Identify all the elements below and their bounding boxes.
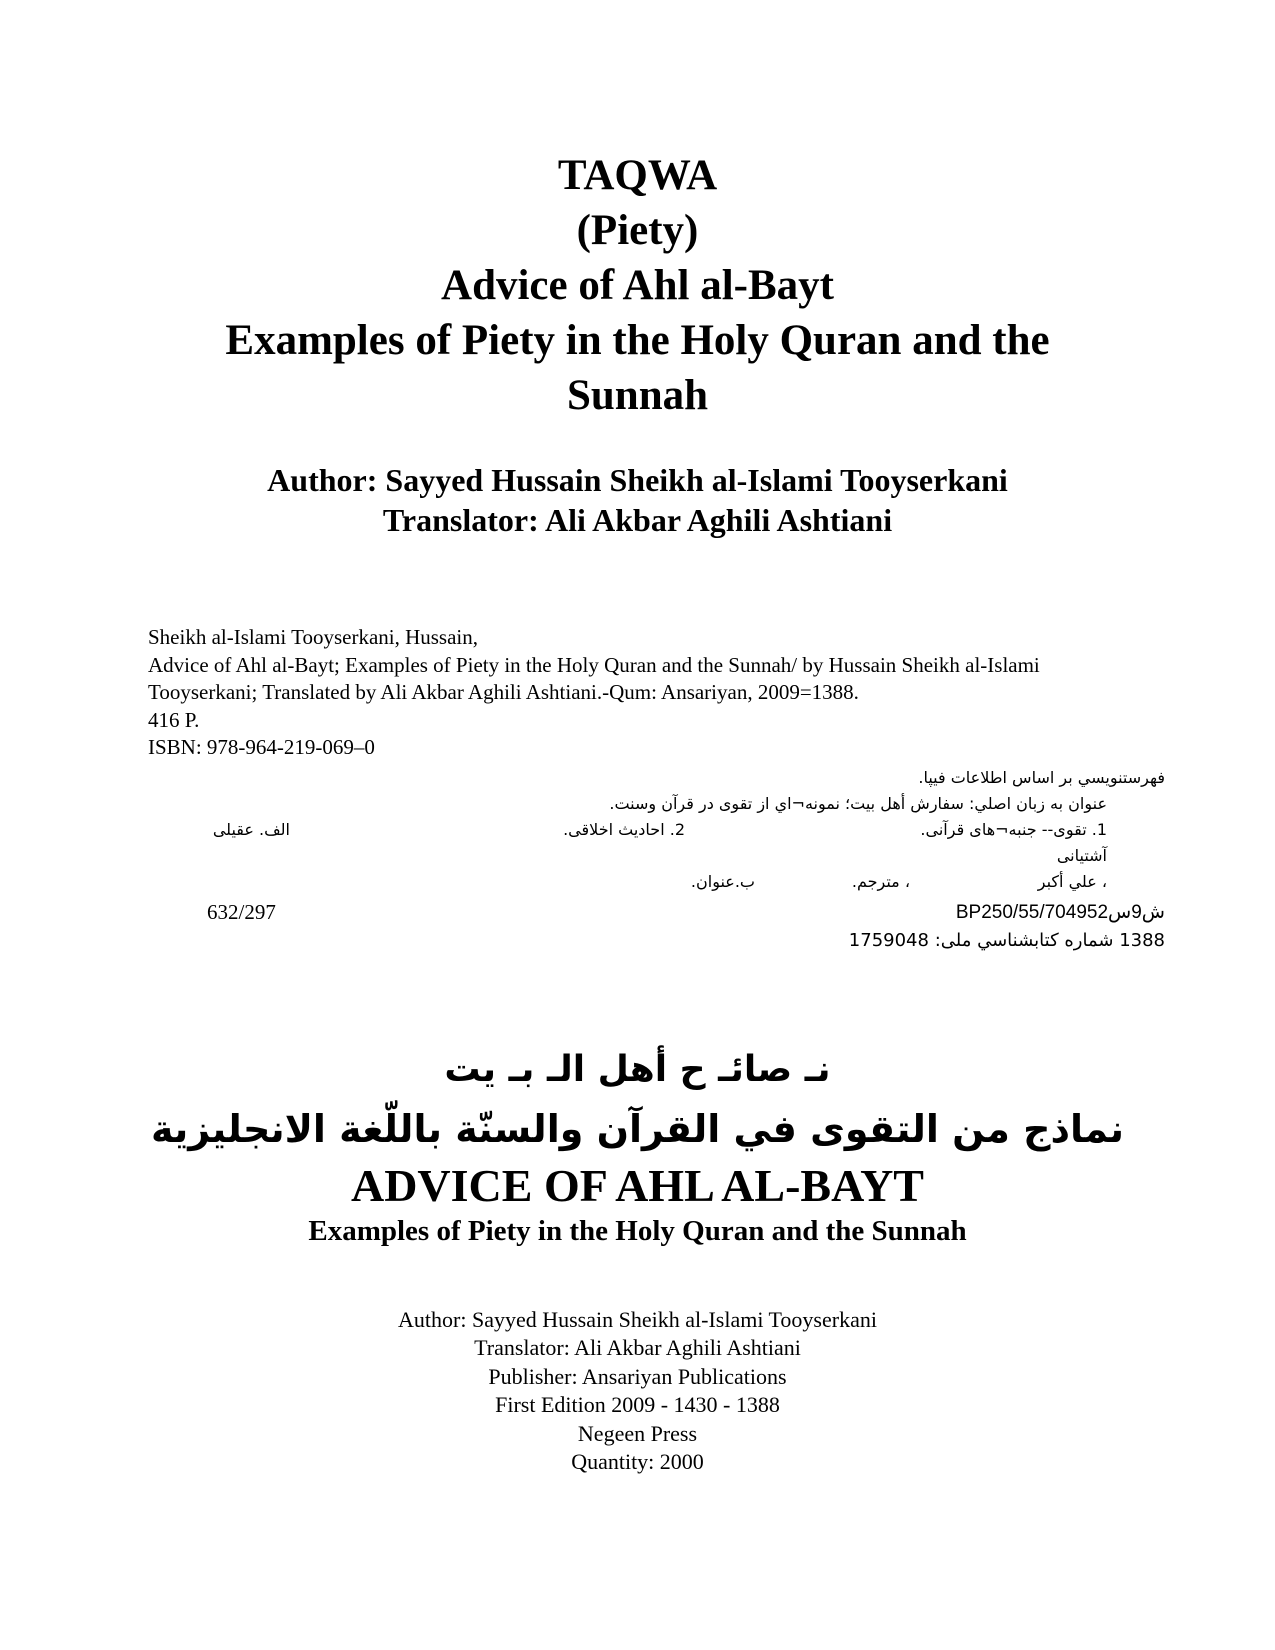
book-subtitle-line-2: Examples of Piety in the Holy Quran and the	[225, 317, 1050, 364]
colophon-press: Negeen Press	[577, 1420, 698, 1446]
colophon-quantity: Quantity: 2000	[571, 1449, 704, 1475]
cip-call-number: BP250/55/704952ش9س	[955, 902, 1165, 923]
cip-fa-line-1: فهرستنويسي بر اساس اطلاعات فيپا.	[918, 768, 1165, 787]
cip-fa-line-4: آشتيانى	[1056, 846, 1107, 865]
cip-fa-added-entry: الف. عقيلى	[212, 820, 290, 839]
arabic-title: نـ صائـ ح أهل الـ بـ يت	[444, 1049, 831, 1090]
title-block	[0, 148, 1275, 423]
cip-fa-translator-name: ، علي أكبر	[1037, 872, 1107, 891]
cip-fa-subject-1: 1. تقوى-- جنبه¬هاى قرآنى.	[920, 820, 1107, 839]
cip-title-cont: Tooyserkani; Translated by Ali Akbar Aghili Ashtiani.-Qum: Ansariyan, 2009=1388.	[148, 680, 859, 704]
arabic-subtitle: نماذج من التقوى في القرآن والسنّة باللّغة الانجليزية	[150, 1107, 1124, 1151]
cip-fa-translator-role: ، مترجم.	[851, 872, 910, 891]
author-credit: Author: Sayyed Hussain Sheikh al-Islami Tooyserkani	[267, 462, 1008, 498]
english-main-title: ADVICE OF AHL AL-BAYT	[350, 1160, 924, 1211]
cip-fa-title-entry: ب.عنوان.	[690, 872, 755, 891]
book-title-translation: (Piety)	[576, 207, 699, 254]
book-subtitle-line-3: Sunnah	[566, 372, 709, 419]
colophon-translator: Translator: Ali Akbar Aghili Ashtiani	[474, 1335, 801, 1361]
cip-title: Advice of Ahl al-Bayt; Examples of Piety in the Holy Quran and the Sunnah/ by Hussain Sheikh al-Islami	[148, 652, 1040, 677]
cip-national-number: 1388 شماره كتابشناسي ملى: 1759048	[848, 930, 1165, 951]
cip-fa-subject-2: 2. احاديث اخلاقى.	[563, 820, 685, 839]
english-subtitle: Examples of Piety in the Holy Quran and the Sunnah	[308, 1215, 967, 1247]
book-subtitle: Advice of Ahl al-Bayt	[441, 262, 834, 309]
cip-author: Sheikh al-Islami Tooyserkani, Hussain,	[148, 625, 479, 649]
cip-fa-line-2: عنوان به زبان اصلي: سفارش أهل بيت؛ نمونه¬اي از تقوى در قرآن وسنت.	[609, 794, 1107, 813]
colophon	[0, 1306, 1275, 1476]
cip-isbn: ISBN: 978-964-219-069–0	[148, 735, 375, 759]
cip-record-english	[148, 624, 1040, 762]
colophon-author: Author: Sayyed Hussain Sheikh al-Islami Tooyserkani	[398, 1307, 877, 1332]
book-title: TAQWA	[557, 152, 718, 199]
credits	[0, 460, 1275, 540]
colophon-publisher: Publisher: Ansariyan Publications	[488, 1363, 787, 1389]
cip-pages: 416 P.	[148, 707, 200, 732]
colophon-edition: First Edition 2009 - 1430 - 1388	[495, 1392, 780, 1418]
cip-dewey-number: 632/297	[207, 900, 276, 924]
translator-credit: Translator: Ali Akbar Aghili Ashtiani	[382, 502, 893, 538]
